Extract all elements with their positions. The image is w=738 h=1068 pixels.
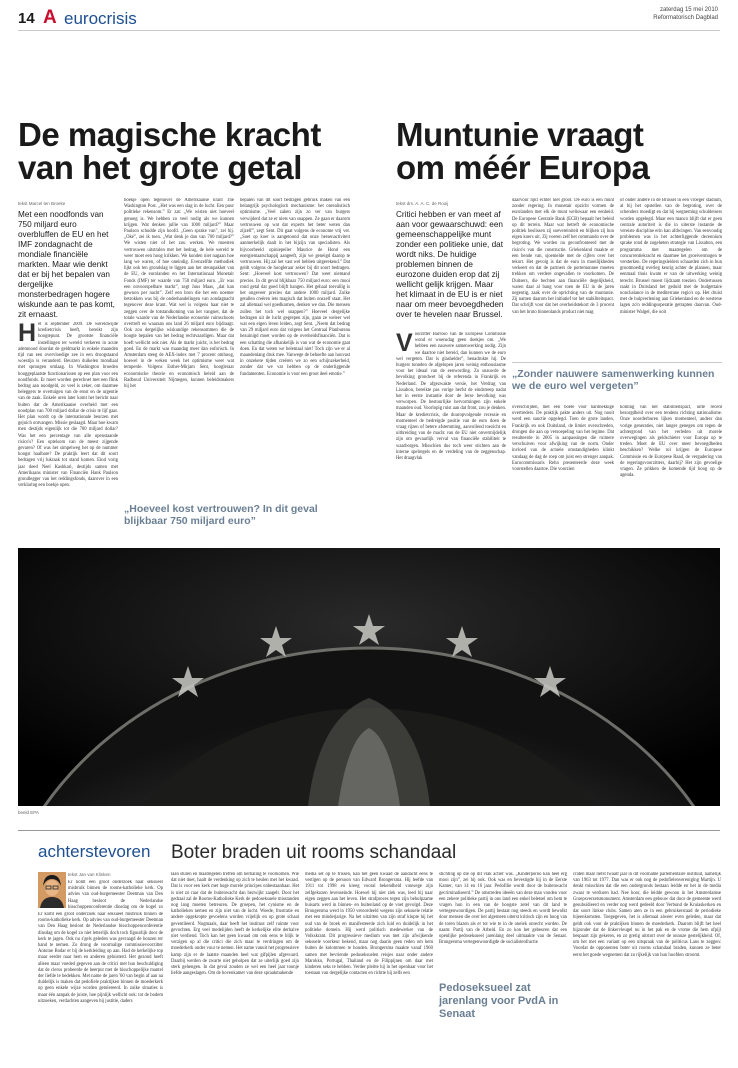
right-column-1-text: oorzitter Barroso van de Europese Commissie wond er woensdag geen doekjes om. „We hebben een nauwere samenwerking nodig. Zijn we daartoe niet bereid, dan kunnen we de euro wel vergeten. Dat is glashelder”, benadrukte hij. De burgers tonnden de afgelopen jaren weinig enthousiasme voor het ideaal van de eenwording. Zo snauwde de bevolking grondwet bij de referenda in Frankrijk en Nederland. De afgezwakte versie, het Verdrag van Lissabon, bereikte pas vorige herfst de eindstreep nadat het in eerste instantie door de Ierse bevolking was verworpen. De bestuurlijke hervormingen zijn enkele maanden oud. Voorlopig ruist aan dat front, zou je denken. Maar de kredietcrisis, die duuropvolgende recessie en momenteel de bedreigde positie van de euro doen de vraag rijzen of betere afstemming, aanvullend toezicht en uitbreiding van de macht van de EU niet onvermijdelijk zijn om gevaarlijk verval van financiële stabiliteit te waarborgen. Misschien dus toch weer stichten aan de interne spelregels en de verdeling van de zeggenschap. Het draagvlak bbox=[396, 332, 506, 462]
photo-credit: beeld EPA bbox=[18, 810, 39, 815]
left-column-1 bbox=[18, 322, 118, 537]
left-headline-line-1: De magische kracht bbox=[18, 116, 321, 153]
right-column-3: of onder andere in de Brussel in een vroeger stadium, al bij het opstellen van de begroting, over de schenders moedigt en dat hij wegneming schuldeisers worden opgelegd. Maar een manco blijft dat er geen centrale autoriteit is die in uiterste instantie de vereiste discipline erin kan afdwingen. Van eenvoudig problemen was in het achterliggende decennium sprake rond de zogeheten strategie van Lissabon, een programma met maatregelen om de concurrentiekracht en daarmee het groeivermogen te versterken. De regeringsleiders schaarden zich in hun grootmoedig overleg keurig achter de plannen, maar eenmaal thuis kwam er van de uitwerking weinig terecht. Brussel moest lijdzaam toezien. Ondertussen raakt in Duitsland het geduld met de budgettaire nonchalance in de mediterrane regio's op. Het druist met de hulpverlening aan Griekenland en de westerse lagen zo'n reddingsoperatie getrapten daarvan. Oud-minister Walgel, die ooit bbox=[620, 198, 722, 315]
right-drop-cap: V bbox=[396, 332, 413, 357]
issue-date: zaterdag 15 mei 2010 bbox=[659, 7, 718, 13]
left-column-3: bepalen van dit soort bedragen gebruik maken van een belangrijk psychologisch mechanisme: het onrealistisch optimisme. „Veel zaken zijn zo ver van burgers verwijderd dat ze er niets van snappen. Ze gaan er daarom vertrouwen op wat dat experts het beter weten dan zijzelf”, zegt Sent. Dit gaat volgens de econome vrij ver. „Soet op koer is aangetoond dat onze hersenactiviteit aanmerkelijk daalt in het bijzijn van specialisten. Als bijvoorbeeld opiniepeiler Maurice de Hond een energiemaatschappij aangeeft, zijn we geneigd daarop te vertrouwen. Hij zal het vast wel hebben uitgerekend.” Dat geldt volgens de hoogleraar zeker bij dit soort bedragen. Sent: „Hoeveel kost vertrouwen? Dat weet niemand precies. In dit geval blijkbaar 750 miljard euro: een mooi rond getal dat goed blijft hangen. Het gehaal toevallig is het ongeveer precies dat andere 1000 miljard. Zulke getallen creëren iets magisch dat buiten onszelf staat. Het zal allemaal wel goedkomen, denken we dan. Die mensen zullen het toch wel snappen?” Hoeveel dergelijke bedragen uit de lucht gegrepen zijn, gaan ze weleer wel wat een eigen leven leiden, zegt Sent. „Neem dat bedrag van 29 miljard euro dat volgens het Centraal Planbureau bezuinigd moet worden op de overheidsfinanciën. Dat is een schatting die afhankelijk is van wat de economie gaat doen. En dat weten we helemaal niet! Toch zijn we er al maandenlang druk mee. Vanwege de behoefte aan houvast in onzekere tijden creëren we zo een schijnzekerheid, zonder dat we vat hebben op de onderliggende fundamenten. Economie is voor een groot deel emotie.” bbox=[240, 198, 350, 377]
bottom-byline: tekst Jan van Klinken bbox=[68, 872, 111, 877]
header-rule bbox=[18, 30, 720, 31]
left-column-2: boekje open tegenover de Amerikaanse krant The Washington Post. „Het was een slag in de lucht. Een puur politieke rekensom.” Er zat: „We wisten niet hoeveel genoeg is. We hebben zo veel nodig als we kunnen krijgen. Wat denken jullie van 1000 miljard?” Maar Paulson schudde zijn hoofd. „Geen sprake van”, zei hij. „Oké”, zei ik toen. „Wat denk je dan van 700 miljard?” We wisten niet of het zou werken. We moesten vertrouwen uitstralen met het bedrag, de hele wereld te weer moet een hoog krikken. We konden niet nagaan hoe lang we waren, of hoe oneindig. Evenzelfde methodiek lijkt ook ten grondslag te liggen aan het steunpakket van de EU, de eurolanden en het Internationaal Monetair Fonds (IMF) ter waarde van 750 miljard euro. „Er was een onvoorspelbare markt”, zegt Juus Maas, „dat kan gewoon per nacht”. Zelf een bron die het een noemer betrokken was bij de onderhandelingen van zondagnacht tegenover deze krant. Wat wel is volgens haar niet te zeggen over de totstandkoming van het vangnet, dat de totale waarde van de Nederlandse economie ruimschoots overtreft en waaraan ons land 26 miljard euro bijdraagt. Ook zou dergelijke wiskundige rekensommen die de hoogte bepalen van het bedrag rechtvaardigen. Maar dat hoeft wellicht ook niet. Als de markt juicht, is het bedrag goed. En de markt was maandag meer dan euforisch. In Amsterdam steeg de AEX-index met 7 procent omhoog, hoewel in de weken week het optimisme weer wat temperde. Volgens Esther-Mirjam Sent, hoogleraar economische theorie en economisch beleid aan de Radboud Universiteit Nijmegen, kunnen beleidsmakers bij het bbox=[124, 198, 234, 390]
bottom-column-5: craten maar liefst twaalf jaar in dit voorname parlementaire instituut, namelijk van 1963 tot 1977. Dan was er ook nog de pedofielenvereniging Martijn. U denkt misschien dat die een ondergronds bestaan leidde en het in de media zwaar te verduren had. Nee hoor, die leidde gewoon in het Amsterdamse Groepsverzetsmonument. Amsterdam een gebouw dat door de gemeente werd gesubsidieerd en verder nog werd gedeeld door Verbond de Kruiaskerken en dat soort linkse clubs. Samen aten ze in een gebruikersraad de periodieke bijeenkomsten. Toegegeven, het is allemaal alweer even geleden, maar dat geldt ook voor de praktijken binnen de moederkerk. Daarom blijft het heel bijzonder dat de linkervleugel nu in het pak en de vrome die hem ofpijl bespaart zijn gekeren, en zo gretig uitstort over de onnoze gestelijkheid. Of, om het met een variant op een uitspraak van de politicus Lans te zeggen: Voordat de opponenten boter uit rooms schandaal braden, kunnen ze beter eerst het goede wegnemen dat zo rijkelijk van hun hoofden stroomt. bbox=[573, 872, 721, 958]
page-number: 14 bbox=[18, 10, 35, 27]
left-drop-cap: H bbox=[18, 322, 37, 347]
right-column-3b: koming van het stabiliteitspact, uitte recent bezorgdheid over een tendens richting nationalisme. Onze noorderburen lijken momenteel, anders dan vorige generaties, niet langer genegen om tegen de achtergrond van het verleden uit morele overwegingen als geldschieter voor Europa op te treden. Moet de EU over meer bevoegdheden beschikken? Welke rol krijgen de Europese Commissie en de Europese Raad, de vergadering van de regeringsvoorzitters, daarbij? Het zijn gevoelige vragen. Ze prikken de komende tijd hoog op de agenda. bbox=[620, 405, 722, 479]
section-title: eurocrisis bbox=[64, 9, 137, 28]
left-headline-line-2: van het grote getal bbox=[18, 149, 302, 186]
right-column-1 bbox=[396, 332, 506, 538]
left-pull-quote: „Hoeveel kost vertrouwen? In dit geval blijkbaar 750 miljard euro” bbox=[124, 503, 318, 527]
right-headline-line-2: om méér Europa bbox=[396, 149, 650, 186]
left-byline: tekst Marcel ten Broeke bbox=[18, 201, 66, 206]
right-column-2: daarvoor lijkt echter niet groot. De euro is een munt zonder regering. In monetair opzicht vormen de eurolanden met elk de munt weliswaar een eenheid. De Europese Centrale Bank (ECB) bepaalt het beleid op dit terrein. Maar wat betreft de economische politiek beslissen zij soevereiniteit en blijken zij hun eigen koers uit. Zij voeren zelf het commando over de begroting. We worden nu geconfronteerd met de risico's van die constructie. Griekenland maakte er een bende van, sjoemelde met de cijfers over het tekort. Het gevolg is dat de euro in moeilijkheden verkeert en dat de partners de portemonnee moeten trekken om verdere ongevallen te voorkomen. De Duitsers, die bechten aan financiële degelijkheid, waren daar al bang voor toen de EU in de jaren negentig, zaak over de oprichting van de muntunie. Zij namen daarom het initiatief tot het stabiliteitspact. Dat schrijft voor dat het overheidstekort de 3 procent van het bruto binnenlands product niet mag bbox=[512, 198, 614, 315]
euro-coin-illustration bbox=[18, 548, 720, 806]
right-byline: tekst drs. A. A. C. de Rooij bbox=[396, 201, 449, 206]
masthead-date bbox=[653, 6, 718, 22]
bottom-column-3: media set op te frissen, kan het geen kwaad de aandacht eens te vestigen op de persoon van Edward Brongersma. Hij leefde van 1911 tot 1998 en kreeg vooral bekendheid vanwege zijn zelfgekozen levenseinde. Hoewel hij niet ziek was, leed hij naar eigen zeggen aan het leven. Het strafproces tegen zijn behulpzame huisarts werd in binnen- en buitenland op de voet gevolgd. Deze Brongersma werd in 1950 veroordeeld wegens zijn seksuele relatie met een minderjarige. Na het uitzitten van zijn straf klopte hij het oud van de broek en manifesteerde zich luid en duidelijk in het politieke domein. Hij werd politisch medewerker van de Volkskrant. Dit progressieve medium was met zijn afwijkende seksuele voorkeur bekend, maar nog daarin geen reden om hem buiten de kolommen te houden. Brongersma maakte vanaf 1960 samen met bevriende pedoseksuelen reisjes naar onder andere Marokko, Portugal, Thailand en de Filippijnen om daar met kinderen seks te hebben. Verder pleitte hij in het openbaar voor het toestaan van dergelijke contacten en richtte hij zelfs een bbox=[305, 872, 433, 977]
author-photo bbox=[38, 872, 66, 908]
bottom-rule bbox=[18, 830, 720, 831]
left-intro: Met een noodfonds van 750 miljard euro overbluffen de EU en het IMF zondagnacht de mondiale financiële markten. Maar wie denkt dat er bij het bepalen van dergelijke monsterbedragen hogere wiskunde aan te pas komt, zit ernaast. bbox=[18, 210, 115, 319]
bottom-headline: Boter braden uit rooms schandaal bbox=[171, 842, 457, 863]
right-intro: Critici hebben er van meet af aan voor gewaarschuwd: een gemeenschappelijke munt zonder een politieke unie, dat wordt niks. De huidige problemen binnen de eurozone duiden erop dat zij wellicht gelijk krijgen. Maar het klimaat in de EU is er niet naar om meer bevoegdheden over te hevelen naar Brussel. bbox=[396, 210, 504, 319]
right-column-2b: overschrijden, met een boete voor hardnekkige overtreders. De praktijk pakte anders uit. Nog nooit werd een sanctie opgelegd. Toen de grote landen, Frankrijk en ook Duitsland, de limiet overschreden, drongen die aan op versoepeling van het regime. Dat resulteerde in 2005 in aanpassingen die ruimere verschuiven voor afwijking van de norm. Onder invloed van de actuele omstandigheden klinkt vandaag de dag de roep om juist een strenger aanpak. Eurocommissaris Rehn presenteerde deze week voorstellen daartoe. Die voorzien bbox=[512, 405, 614, 473]
left-headline bbox=[18, 118, 378, 184]
bottom-column-2: laan sturen en maatregelen treffen om herhaling te voorkomen. Wie dat niet doet, haalt de verdenking op zich te heulen met het kwaad. Dat is voor een kerk met hoge morele principes onbestaanbaar. Het is niet zo raar dat de buitenwacht dan bezwijkt zaagelt. Door het gedraal zal de Rooms-Katholieke Kerk de pedoseksuele misstanden nog lang moeten betreuren. De groepen, het cynisme en de katholieken nemen en zijn niet van de lucht. Woede, frustratie en andere opgekropte gevoelens worden vrijelijk en op grote schaal geventileerd. Nogmaals, daar heeft het instituut zelf ruimte voor gevochten. Erg veel medelijden heeft de kerkelijke elite derhalve niet verdiend. Toch kan het geen kwaad om ook eens te blijk te verzigen op al die critici die zich maar te verdringen om de moederkerk onder vuur te nemen. Het name vanuit het progressieve kamp zijn er de laatste maanden heel wat gifpijlen afgevuurd. Daarbij werden de zwarte niet geholpen dat ze uiterlijk goed zijn sterk gehengen. In dat geval zouden ze wel een heel jaar toonje liefde aangeslagen. Om de bovenkamer van deze spraakmakende bbox=[171, 872, 299, 977]
left-column-1-text: et is september 2009. De wereldwijde kredietcrisis heeft, bereikt zijn hoogtepunt. De grootste financiële instellingen ter wereld verkeren in acute ademnood doordat de geldmarkt in enkele maanden tijd van een overvloedige zee in een droogstaand woestijn is veranderd. Beurzen duikelen mondiaal met sprongen omlaag. In Washington broeden hooggeplaatste functionarissen op een plan voor een noodfonds. Er moet worden gerechnet met een flink bedrag aan noodgeld, zo veel is zeker, om daarmee beleggers te overtuigen van de ernst en de urgentie van de zaak. Enkele uren later komt het bericht naar buiten dat de Amerikaanse overheid met een noodplan van 700 miljard dollar de crisis te lijf gaat. Het plan wordt op de internationale beurzen met gejuich ontvangen. Missie geslaagd. Maar hoe kwam men destijds eigenlijk tot die 700 miljard dollar? Was het een percentage van alle openstaande risico's? Een optelsom van de meest zijgende gevaren? Of was het simpelweg het op de nummer hoogst haalbare? De praktijk leert dat dit soort bedragen vrij lukraak tot stand komen. Eind vorig jaar deed Neel Kashkari, destijds samen met Amerikaans minister van Financiën Hank Paulson grondlegger van het reddingsfonds, daarover in een verklaring een boekje open. bbox=[18, 322, 118, 489]
euro-coin-photo bbox=[18, 548, 720, 806]
right-headline bbox=[396, 118, 726, 184]
section-letter: A bbox=[43, 7, 57, 28]
bottom-column-1: Er komt een groot onderzoek naar seksueel misbruik binnen de rooms-katholieke kerk. Op advies van oud-burgemeester Deetman van Den Haag besloot de Nederlandse bisschoppenconferentie dinsdag om de kogel zo niet letterlijk doch toch figuurlijk door de kerk te jagen. Ook nu s'gels geleden was gevraagd de bonzen ter hand te nemen. Zo drong de voormalige commissievoorzitter Antoine Bodar er bij de kerkleiding op aan. Had de kerkelijke top maar eerder naar hem en anderen geluisterd. Het gezond heeft alleen maar voeded gegeven aan de critici met hun beschuldiging dat de clerus probeerde de beerput met de bisschoppelijke mantel der liefde te bedekken. Met name de jaren '60 van begin af aan na duidelijk is maken dat pedofiele praktijken binnen de moederkerk op geen enkele wijze worden getolereerd. In zulke situaties is maar één aanpak de juiste, hoe pijnlijk wellicht ook: tot de bodem uitzoeken, verdachten aangeven bij justitie, daders bbox=[38, 912, 163, 1004]
paper-name: Reformatorisch Dagblad bbox=[653, 15, 718, 21]
bottom-pull-quote: Pedoseksueel zat jarenlang voor PvdA in Senaat bbox=[439, 982, 559, 1020]
author-portrait bbox=[38, 872, 66, 908]
bottom-column-4: stichting op die op dit vlak actief was. „Kinderporno kan heel erg mooi zijn”, zei hij ook. Ook was en bevestigde hij in de Eerste Kamer, van 14 en 16 jaar. Pedofilie wordt door de buitenwacht gecriminaliseerd.” De omstreden ideeën van deze man vonden voor een zekere politieke partij in ons land een enkel beletsel om hem te vragen hun in een van de hoogste zetel van dit land te vertegenwoordigen. De partij bestaat nog steeds en wordt bewolkt door mensen die over het algemeen uiterst kritisch zijn en hoog van de toren blazen als er tot wie te in de oneiek onrecht worden. De naam: Partij van de Arbeid. En zo kon het gebeuren dat een openlijke pedoseksueel jarenlang deel uitmaakte van de Senaat. Brongersma vertegenwoordigde de socialistenfractie bbox=[439, 872, 567, 946]
quote-rule-top bbox=[512, 362, 722, 363]
bottom-column-1-top: Er komt een groot onderzoek naar seksueel misbruik binnen de rooms-katholieke kerk. Op advies van oud-burgemeester Deetman van Den Haag besloot de Nederlandse bisschoppenconferentie dinsdag om de kogel zo bbox=[68, 880, 163, 910]
right-headline-line-1: Muntunie vraagt bbox=[396, 116, 644, 153]
bottom-section-title: achterstevoren bbox=[38, 842, 151, 861]
right-pull-quote: „Zonder nauwere samenwerking kunnen we de euro wel vergeten” bbox=[512, 368, 715, 392]
